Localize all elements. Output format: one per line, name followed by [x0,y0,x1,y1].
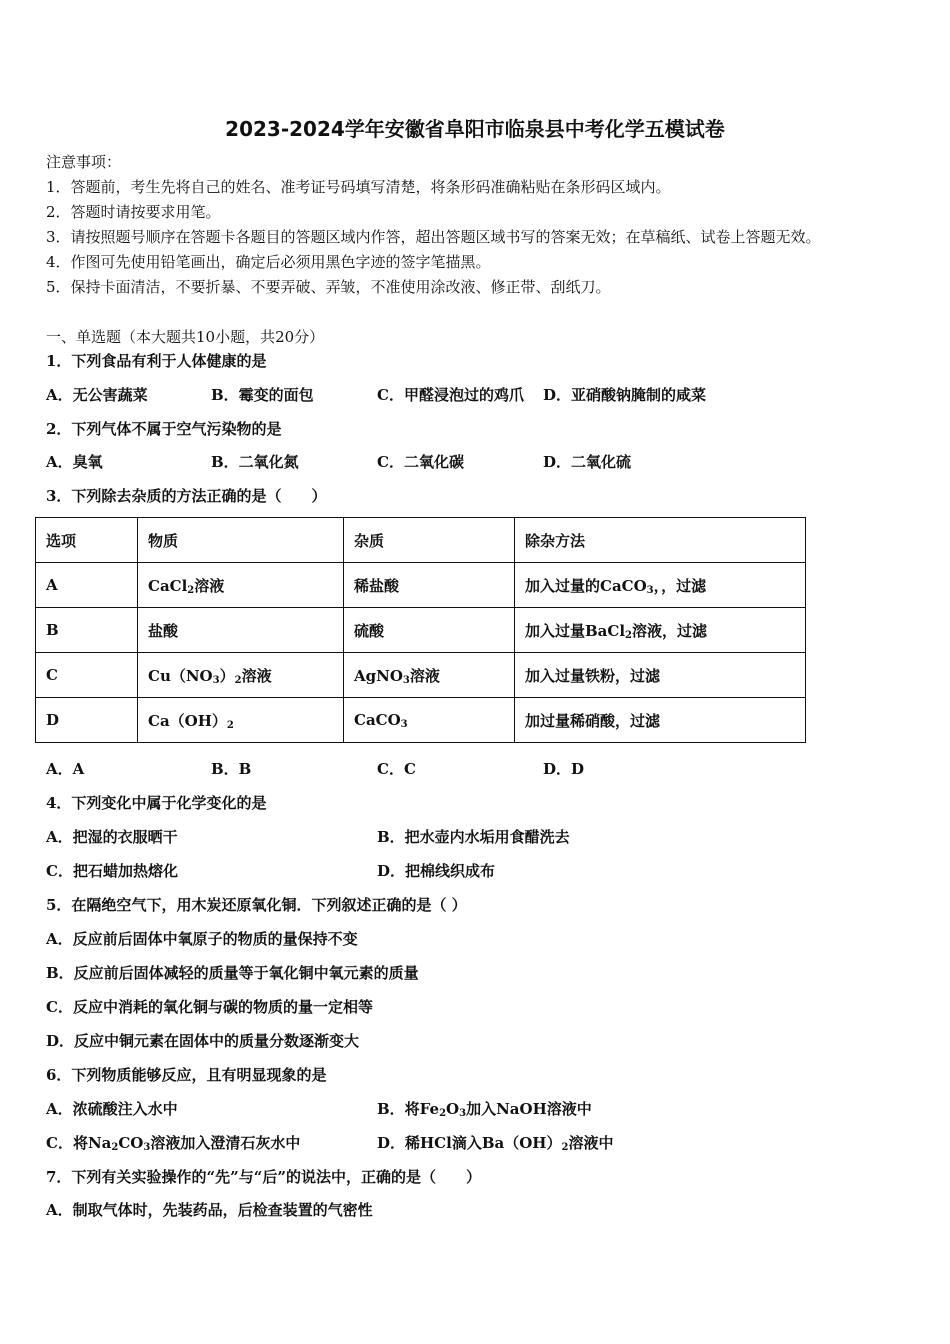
table-header-cell: 杂质 [344,518,515,563]
table-cell-substance: $Cu(NO_3)_2$溶液 [138,653,344,698]
table-cell-option: B [36,608,138,653]
q5-option-a: A．反应前后固体中氧原子的物质的量保持不变 [46,930,358,948]
question-4-stem: 4．下列变化中属于化学变化的是 [46,794,267,812]
q1-option-a: A．无公害蔬菜 [46,386,148,404]
table-cell-substance: $Ca(OH)_2$ [138,698,344,743]
table-cell-impurity: 硫酸 [344,608,515,653]
q1-option-d: D．亚硝酸钠腌制的咸菜 [543,386,707,404]
table-cell-method: 加入过量的CaCO$_3$，，过滤 [515,563,806,608]
question-7-stem: 7．下列有关实验操作的“先”与“后”的说法中，正确的是（ ） [46,1168,481,1186]
q5-option-c: C．反应中消耗的氧化铜与碳的物质的量一定相等 [46,998,373,1016]
q1-option-b: B．霉变的面包 [211,386,314,404]
q5-option-d: D．反应中铜元素在固体中的质量分数逐渐变大 [46,1032,360,1050]
notice-item: 5．保持卡面清洁，不要折暴、不要弄破、弄皱，不准使用涂改液、修正带、刮纸刀。 [46,278,611,296]
question-1-stem: 1．下列食品有利于人体健康的是 [46,352,267,370]
table-header-cell: 除杂方法 [515,518,806,563]
table-cell-impurity: 稀盐酸 [344,563,515,608]
table-row [36,608,806,653]
q5-option-b: B．反应前后固体减轻的质量等于氧化铜中氧元素的质量 [46,964,419,982]
notice-item: 1．答题前，考生先将自己的姓名、准考证号码填写清楚，将条形码准确粘贴在条形码区域内。 [46,178,671,196]
q2-option-a: A．臭氧 [46,453,103,471]
q4-option-d: D．把棉线织成布 [377,862,496,880]
q2-option-d: D．二氧化硫 [543,453,632,471]
table-cell-impurity: AgNO$_3$溶液 [344,653,515,698]
question-2-stem: 2．下列气体不属于空气污染物的是 [46,420,282,438]
notice-item: 4．作图可先使用铅笔画出，确定后必须用黑色字迹的签字笔描黑。 [46,253,491,271]
q6-option-a: A．浓硫酸注入水中 [46,1100,178,1118]
table-header-cell: 选项 [36,518,138,563]
table-cell-substance: 盐酸 [138,608,344,653]
q2-option-c: C．二氧化碳 [377,453,464,471]
q3-table [35,517,806,743]
table-row [36,653,806,698]
table-cell-option: C [36,653,138,698]
q6-option-d: D．稀HCl滴入$Ba(OH)_2$溶液中 [377,1134,614,1153]
question-3-stem: 3．下列除去杂质的方法正确的是（ ） [46,487,327,505]
section-heading: 一、单选题（本大题共10小题，共20分） [46,328,325,346]
table-row [36,563,806,608]
question-6-stem: 6．下列物质能够反应，且有明显现象的是 [46,1066,327,1084]
q1-option-c: C．甲醛浸泡过的鸡爪 [377,386,524,404]
table-cell-option: D [36,698,138,743]
notice-item: 2．答题时请按要求用笔。 [46,203,221,221]
q7-option-a: A．制取气体时，先装药品，后检查装置的气密性 [46,1201,373,1219]
question-5-stem: 5．在隔绝空气下，用木炭还原氧化铜．下列叙述正确的是（ ） [46,896,467,914]
table-cell-substance: CaCl$_2$溶液 [138,563,344,608]
q4-option-b: B．把水壶内水垢用食醋洗去 [377,828,570,846]
table-header-row [36,518,806,563]
notice-heading: 注意事项： [46,153,122,171]
q4-option-a: A．把湿的衣服晒干 [46,828,178,846]
q3-option-d: D．D [543,760,585,778]
table-cell-impurity: CaCO$_3$ [344,698,515,743]
table-cell-option: A [36,563,138,608]
q3-option-c: C．C [377,760,416,778]
table-cell-method: 加入过量铁粉，过滤 [515,653,806,698]
q3-option-b: B．B [211,760,252,778]
q6-option-c: C．将$Na_2CO_3$溶液加入澄清石灰水中 [46,1134,301,1153]
table-row [36,698,806,743]
q6-option-b: B．将$Fe_2O_3$加入NaOH溶液中 [377,1100,592,1119]
table-cell-method: 加入过量BaCl$_2$溶液，过滤 [515,608,806,653]
notice-item: 3．请按照题号顺序在答题卡各题目的答题区域内作答，超出答题区域书写的答案无效；在草稿纸、试卷上答题无效。 [46,228,821,246]
page-title: 2023-2024学年安徽省阜阳市临泉县中考化学五模试卷 [225,117,725,141]
q3-option-a: A．A [46,760,85,778]
table-cell-method: 加过量稀硝酸，过滤 [515,698,806,743]
table-header-cell: 物质 [138,518,344,563]
q2-option-b: B．二氧化氮 [211,453,299,471]
q4-option-c: C．把石蜡加热熔化 [46,862,178,880]
